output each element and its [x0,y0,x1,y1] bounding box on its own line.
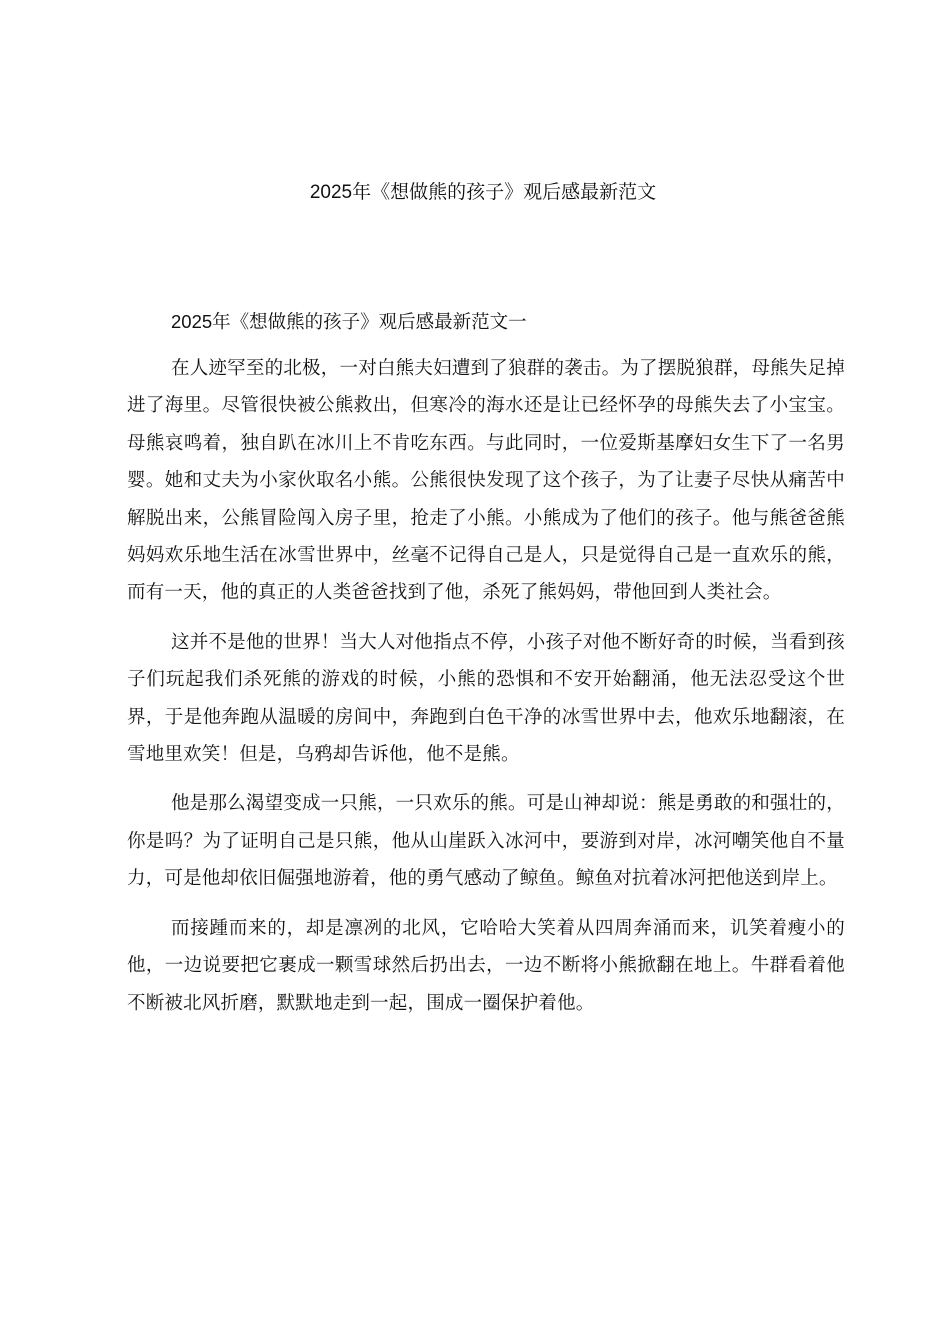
section-heading: 2025年《想做熊的孩子》观后感最新范文一 [171,311,527,332]
document-body [127,308,845,1034]
document-title: 2025年《想做熊的孩子》观后感最新范文 [309,182,657,203]
paragraph: 在人迹罕至的北极，一对白熊夫妇遭到了狼群的袭击。为了摆脱狼群，母熊失足掉进了海里。尽管很快被公熊救出，但寒冷的海水还是让已经怀孕的母熊失去了小宝宝。母熊哀鸣着，独自趴在冰川上不肯吃东西。与此同时，一位爱斯基摩妇女生下了一名男婴。她和丈夫为小家伙取名小熊。公熊很快发现了这个孩子，为了让妻子尽快从痛苦中解脱出来，公熊冒险闯入房子里，抢走了小熊。小熊成为了他们的孩子。他与熊爸爸熊妈妈欢乐地生活在冰雪世界中，丝毫不记得自己是人，只是觉得自己是一直欢乐的熊，而有一天，他的真正的人类爸爸找到了他，杀死了熊妈妈，带他回到人类社会。 [127,358,845,604]
paragraph: 而接踵而来的，却是凛冽的北风，它哈哈大笑着从四周奔涌而来，讥笑着瘦小的他，一边说要把它裹成一颗雪球然后扔出去，一边不断将小熊掀翻在地上。牛群看着他不断被北风折磨，默默地走到一起，围成一圈保护着他。 [127,917,845,1014]
paragraph: 他是那么渴望变成一只熊，一只欢乐的熊。可是山神却说：熊是勇敢的和强壮的，你是吗？为了证明自己是只熊，他从山崖跃入冰河中，要游到对岸，冰河嘲笑他自不量力，可是他却依旧倔强地游着，他的勇气感动了鲸鱼。鲸鱼对抗着冰河把他送到岸上。 [127,793,845,890]
paragraph: 这并不是他的世界！当大人对他指点不停，小孩子对他不断好奇的时候，当看到孩子们玩起我们杀死熊的游戏的时候，小熊的恐惧和不安开始翻涌，他无法忍受这个世界，于是他奔跑从温暖的房间中，奔跑到白色干净的冰雪世界中去，他欢乐地翻滚，在雪地里欢笑！但是，乌鸦却告诉他，他不是熊。 [127,631,845,766]
